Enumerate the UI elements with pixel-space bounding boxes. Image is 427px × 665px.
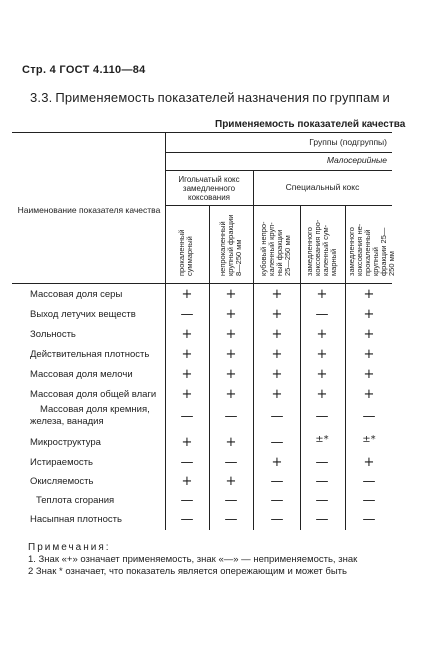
header-bottom-rule xyxy=(12,283,392,284)
table-cell: + xyxy=(225,327,237,342)
table-cell: + xyxy=(271,307,283,322)
table-cell: — xyxy=(180,455,194,470)
row-header-label: Наименование показателя качества xyxy=(17,205,161,215)
table-cell: + xyxy=(316,367,328,382)
table-cell: + xyxy=(316,387,328,402)
table-cell: + xyxy=(363,387,375,402)
table-cell: ±* xyxy=(362,434,376,445)
row-label: Окисляемость xyxy=(30,476,94,487)
table-cell: + xyxy=(181,435,193,450)
table-cell: + xyxy=(225,367,237,382)
table-top-rule xyxy=(12,132,392,133)
section-word: и xyxy=(382,90,390,105)
row-label: Действительная плотность xyxy=(30,349,150,360)
special-coke-rule xyxy=(253,205,392,206)
table-cell: — xyxy=(270,435,284,450)
table-cell: + xyxy=(225,435,237,450)
groups-rule xyxy=(165,152,392,153)
table-cell: + xyxy=(271,387,283,402)
table-title: Применяемость показателей качества xyxy=(215,119,406,130)
table-cell: + xyxy=(363,327,375,342)
table-cell: — xyxy=(315,307,329,322)
column-rule xyxy=(209,205,210,530)
small-series-rule xyxy=(165,170,392,171)
row-label: Теплота сгорания xyxy=(36,495,115,506)
table-cell: + xyxy=(271,367,283,382)
column-header-5: замедленного коксования не- прокаленный крупный фракции 25— 250 мм xyxy=(347,223,396,276)
table-cell: + xyxy=(225,347,237,362)
table-cell: — xyxy=(180,493,194,508)
table-cell: + xyxy=(316,287,328,302)
table-cell: — xyxy=(315,512,329,527)
table-cell: + xyxy=(181,347,193,362)
table-cell: — xyxy=(224,493,238,508)
table-cell: + xyxy=(225,387,237,402)
note-item: 1. Знак «+» означает применяемость, знак «—» — неприменяемость, знак xyxy=(28,554,358,565)
row-label: Истираемость xyxy=(30,457,93,468)
table-cell: — xyxy=(315,409,329,424)
table-cell: — xyxy=(362,474,376,489)
small-series-label: Малосерийные xyxy=(326,155,387,165)
notes-title: Примечания: xyxy=(28,542,111,553)
table-cell: + xyxy=(316,347,328,362)
table-cell: — xyxy=(180,307,194,322)
row-label: Массовая доля серы xyxy=(30,289,123,300)
table-cell: + xyxy=(181,327,193,342)
table-cell: — xyxy=(224,512,238,527)
column-rule xyxy=(345,205,346,530)
table-cell: + xyxy=(271,327,283,342)
row-label: Зольность xyxy=(30,329,76,340)
column-header-4: замедленного коксования про- каленный сум- марный xyxy=(305,219,338,276)
row-label: Массовая доля мелочи xyxy=(30,369,133,380)
table-cell: + xyxy=(363,307,375,322)
special-coke-label: Специальный кокс xyxy=(285,182,360,192)
section-heading xyxy=(30,90,390,105)
groups-label: Группы (подгруппы) xyxy=(309,137,387,147)
column-header-1: прокаленный суммарный xyxy=(177,229,194,276)
table-cell: + xyxy=(225,287,237,302)
row-label: Выход летучих веществ xyxy=(30,309,136,320)
table-cell: + xyxy=(225,307,237,322)
section-word: назначения xyxy=(237,90,310,105)
table-cell: — xyxy=(270,493,284,508)
table-cell: + xyxy=(316,327,328,342)
table-cell: — xyxy=(180,409,194,424)
table-cell: — xyxy=(315,455,329,470)
section-number: 3.3. xyxy=(30,90,53,105)
row-label: Микроструктура xyxy=(30,437,101,448)
note-item: 2 Знак * означает, что показатель является опережающим и может быть xyxy=(28,566,347,577)
row-label: Массовая доля общей влаги xyxy=(30,389,157,400)
table-cell: — xyxy=(362,493,376,508)
table-cell: — xyxy=(362,512,376,527)
section-word: по xyxy=(312,90,327,105)
row-label: Насыпная плотность xyxy=(30,514,122,525)
section-word: группам xyxy=(329,90,380,105)
table-cell: + xyxy=(181,287,193,302)
label-column-rule xyxy=(165,132,166,530)
table-cell: + xyxy=(271,347,283,362)
page-header: Стр. 4 ГОСТ 4.110—84 xyxy=(22,64,146,76)
table-cell: — xyxy=(270,409,284,424)
table-cell: — xyxy=(270,474,284,489)
table-cell: + xyxy=(181,367,193,382)
table-cell: — xyxy=(362,409,376,424)
section-word: показателей xyxy=(157,90,235,105)
table-cell: — xyxy=(315,493,329,508)
column-rule xyxy=(253,170,254,530)
table-cell: + xyxy=(181,474,193,489)
section-word: Применяемость xyxy=(55,90,155,105)
table-cell: + xyxy=(181,387,193,402)
needle-coke-label: Игольчатый кокс замедленного коксования xyxy=(178,175,240,202)
table-cell: + xyxy=(363,287,375,302)
table-cell: + xyxy=(271,287,283,302)
table-cell: — xyxy=(270,512,284,527)
table-cell: — xyxy=(180,512,194,527)
table-cell: — xyxy=(315,474,329,489)
table-cell: + xyxy=(363,455,375,470)
column-rule xyxy=(300,205,301,530)
table-cell: + xyxy=(363,347,375,362)
row-label: Массовая доля кремния, железа, ванадия xyxy=(30,404,150,427)
table-cell: — xyxy=(224,455,238,470)
column-header-2: непрокаленный крупный фракции 8—250 мм xyxy=(218,214,243,276)
table-cell: + xyxy=(271,455,283,470)
table-cell: — xyxy=(224,409,238,424)
column-header-3: кубовый непро- каленный круп- ный фракции 25—250 мм xyxy=(259,221,292,276)
table-cell: ±* xyxy=(315,434,329,445)
table-cell: + xyxy=(225,474,237,489)
table-cell: + xyxy=(363,367,375,382)
